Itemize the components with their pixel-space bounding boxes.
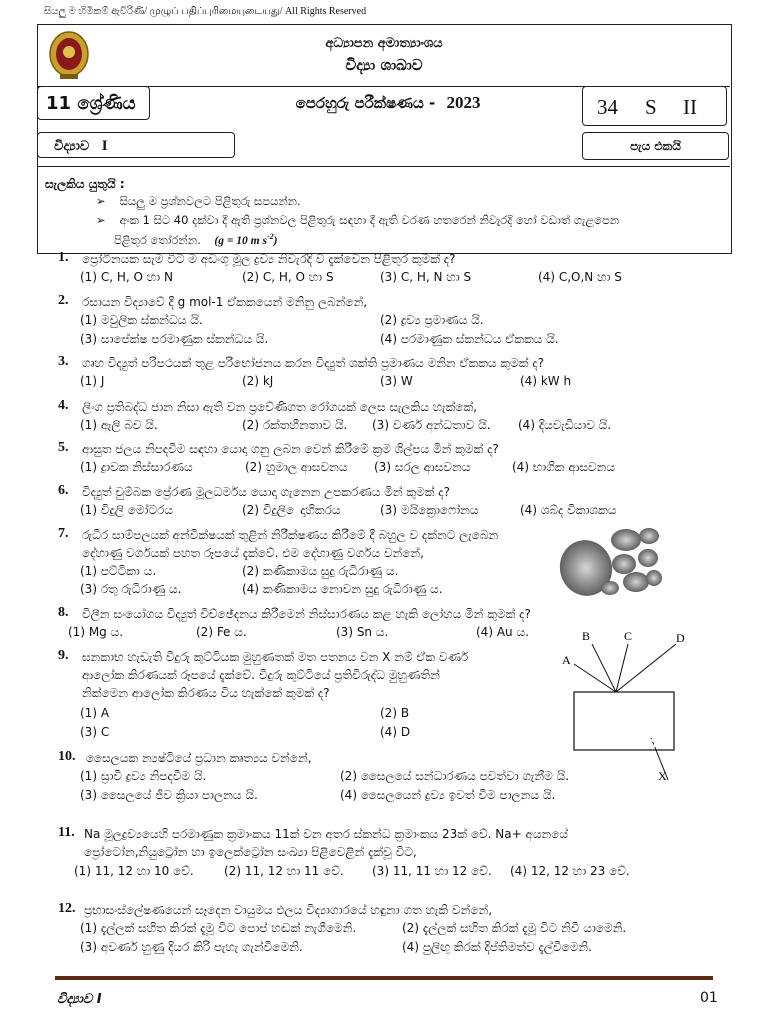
q5-opt3[interactable]: (3) සරල ආසවනය [374, 460, 471, 474]
grade-box: 11 ශ්‍රේණිය [37, 86, 150, 120]
g-formula [214, 232, 278, 247]
q11-text-2: ප්‍රෝටෝන,නියුට්‍රෝන හා ඉලෙක්ට්‍රෝන සංඛ්‍යා පිළිවෙළින් දැක්වූ විට, [84, 845, 417, 859]
q1-opt4[interactable]: (4) C,O,N හා S [538, 270, 622, 284]
q9-opt1[interactable]: (1) A [80, 706, 110, 720]
exam-title [268, 90, 508, 116]
q12-opt4[interactable]: (4) පුලිඟු කිරක් දිප්තිමත්ව දැල්වීමෙනි. [402, 940, 592, 954]
code-part: II [683, 95, 697, 119]
q2-text: රසායන විද්‍යාවේ දී g mol-1 ඒකකයෙන් මනිනු ලබන්නේ, [82, 295, 368, 309]
q9-text-2: ආලෝක කිරණයක් රූපයේ දැක්වේ. වීදුරු කුට්ටියේ ප්‍රතිවිරුද්ධ මුහුණතින් [82, 668, 440, 682]
q9-opt4[interactable]: (4) D [380, 725, 411, 739]
q10-opt1[interactable]: (1) ස්‍රාවී ද්‍රව්‍ය නිපදවීම යි. [80, 769, 207, 783]
q3-number: 3. [58, 354, 69, 369]
q7-text: රුධිර සාම්පලයක් අන්වීක්ෂයක් තුළින් නිරීක්ෂණය කිරීමේ දී බහුල ව දක්නට ලැබෙන [82, 528, 499, 542]
red-blood-cells-image [556, 516, 666, 600]
q12-opt1[interactable]: (1) දැල්ලක් සහිත කිරක් දැමූ විට පොප් හඬක් නැගීමෙනි. [80, 921, 357, 935]
q8-opt3[interactable]: (3) Sn ය. [336, 625, 389, 639]
g-formula-sup: -2 [266, 232, 274, 241]
footer-subject: විද්‍යාව I [57, 992, 102, 1007]
instruction-2 [96, 213, 716, 228]
rights-line: සියලු ම හිමිකම් ඇවිරිණි/ முழுப் பதிப்புரிமையுடையது/ All Rights Reserved [44, 6, 367, 17]
q9-text: ඝනකාභ හැඩැති වීදුරු කුට්ටියක මුහුණතක් මත පතනය වන X නම් ඒක වර්ණ [82, 650, 469, 664]
ministry-name: අධ්‍යාපන අමාත්‍යාංශය [325, 36, 443, 51]
q10-opt2[interactable]: (2) සෛලයේ සන්ධාරණය පවත්වා ගැනීම යි. [340, 769, 570, 783]
q6-opt1[interactable]: (1) විදුලි මෝටරය [80, 503, 173, 517]
arrow-icon: ➢ [96, 213, 106, 227]
instruction-1-text: සියලු ම ප්‍රශ්නවලට පිළිතුරු සපයන්න. [119, 194, 301, 208]
q1-opt2[interactable]: (2) C, H, O හා S [242, 270, 334, 284]
q1-text: ප්‍රෝටීනයක සැම විට ම අඩංගු මූල ද්‍රව්‍ය නිවැරදි ව දැක්වෙන පිළිතුර කුමක් ද? [82, 252, 456, 266]
q4-opt3[interactable]: (3) වර්ණ අන්ධතාව යි. [372, 418, 491, 432]
footer-rule [55, 976, 713, 980]
arrow-icon: ➢ [96, 194, 106, 208]
q8-text: විලීන සංයෝගය විද්‍යුත් විච්ඡේදනය කිරීමෙන් නිස්සාරණය කළ හැකි ලෝහය මින් කුමක් ද? [82, 607, 531, 621]
q2-opt3[interactable]: (3) සාපේක්ෂ පරමාණුක ස්කන්ධය යි. [80, 332, 269, 346]
subject-name: විද්‍යාව [54, 139, 90, 154]
q11-opt1[interactable]: (1) 11, 12 හා 10 වේ. [74, 864, 194, 878]
q11-text: Na මූලද්‍රව්‍යයෙහි පරමාණුක ක්‍රමාංකය 11ක් වන අතර ස්කන්ධ ක්‍රමාංකය 23ක් වේ. Na+ අයනයේ [84, 827, 569, 841]
instruction-1 [96, 194, 301, 209]
label-c: C [624, 629, 633, 643]
page-number: 01 [700, 990, 718, 1006]
q12-opt2[interactable]: (2) දැල්ලක් සහිත කිරක් දැමූ විට නිවී යාමෙනි. [402, 921, 627, 935]
q7-opt3[interactable]: (3) රතු රුධිරාණු ය. [80, 582, 182, 596]
q10-text: සෛලයක න්‍යෂ්ටියේ ප්‍රධාන කෘත්‍යය වන්නේ, [86, 751, 312, 765]
q6-opt4[interactable]: (4) ශබ්ද විකාශකය [520, 503, 617, 517]
q3-opt1[interactable]: (1) J [80, 374, 105, 388]
exam-year: 2023 [446, 93, 481, 112]
q9-opt3[interactable]: (3) C [80, 725, 110, 739]
q10-number: 10. [58, 749, 76, 764]
branch-name: විද්‍යා ශාඛාව [345, 56, 423, 74]
label-x: X [658, 769, 667, 783]
q7-text-2: දේහාණු වර්ගයක් පහත රූපයේ දැක්වේ. එම දේහාණු වර්ගය වන්නේ, [82, 546, 424, 560]
q12-text: ප්‍රභාසංස්ලේෂණයෙන් සෑදෙන වායුමය ඵලය විද්‍යාගාරයේ හඳුනා ගත හැකි වන්නේ, [84, 903, 493, 917]
ray-a [574, 664, 616, 692]
q2-opt1[interactable]: (1) මවුලික ස්කන්ධය යි. [80, 313, 203, 327]
g-formula-text: (g = 10 m s [214, 234, 267, 247]
q11-opt4[interactable]: (4) 12, 12 හා 23 වේ. [510, 864, 630, 878]
q1-opt3[interactable]: (3) C, H, N හා S [380, 270, 472, 284]
q3-text: ගෘහ විද්‍යුත් පරිපථයක් තුළ පරිභෝජනය කරන විද්‍යුත් ශක්ති ප්‍රමාණය මනින ඒකකය කුමක් ද? [82, 356, 545, 370]
q10-opt3[interactable]: (3) සෛලයේ ජීව ක්‍රියා පාලනය යි. [80, 788, 258, 802]
subject-box [37, 132, 235, 158]
q1-number: 1. [58, 250, 69, 265]
q8-opt2[interactable]: (2) Fe ය. [196, 625, 247, 639]
q6-opt3[interactable]: (3) මයික්‍රොෆෝනය [380, 503, 479, 517]
g-formula-end: ) [273, 234, 278, 247]
exam-label: පෙරහුරු පරීක්ෂණය - [295, 94, 436, 112]
ray-d [616, 644, 676, 692]
q9-opt2[interactable]: (2) B [380, 706, 410, 720]
q9-text-3: නික්මෙන ආලෝක කිරණය විය හැක්කේ කුමක් ද? [82, 686, 330, 700]
q1-opt1[interactable]: (1) C, H, O හා N [80, 270, 173, 284]
q11-opt2[interactable]: (2) 11, 12 හා 11 වේ. [224, 864, 344, 878]
q3-opt4[interactable]: (4) kW h [520, 374, 572, 388]
q5-text: ආසුත ජලය නිපදවීම සඳහා යොදා ගනු ලබන වෙන් කිරීමේ ක්‍රම ශිල්පය මින් කුමක් ද? [82, 442, 499, 456]
q7-opt4[interactable]: (4) කණිකාමය නොවන සුදු රුධිරාණු ය. [242, 582, 443, 596]
label-b: B [582, 629, 591, 643]
q7-number: 7. [58, 526, 69, 541]
q2-opt4[interactable]: (4) පරමාණුක ස්කන්ධය ඒකකය යි. [380, 332, 559, 346]
q4-text: ලිංග ප්‍රතිබද්ධ ජාන නිසා ඇති වන ප්‍රවේණිගත රෝගයක් ලෙස සැලකිය හැක්කේ, [82, 400, 478, 414]
q3-opt3[interactable]: (3) W [380, 374, 413, 388]
q8-opt4[interactable]: (4) Au ය. [476, 625, 529, 639]
label-d: D [676, 631, 685, 645]
instruction-2-text: අංක 1 සිට 40 දක්වා දී ඇති ප්‍රශ්නවල පිළිතුරු සඳහා දී ඇති වරණ හතරෙන් නිවැරදි හෝ වඩාත් ගැළපෙන [119, 213, 620, 227]
q6-number: 6. [58, 483, 69, 498]
q10-opt4[interactable]: (4) සෛලයෙන් ද්‍රව්‍ය ඉවත් වීම පාලනය යි. [340, 788, 556, 802]
q8-number: 8. [58, 605, 69, 620]
label-a: A [562, 653, 571, 667]
subject-part: I [101, 138, 108, 154]
instruction-3 [114, 232, 277, 248]
q3-opt2[interactable]: (2) kJ [242, 374, 274, 388]
code-s: S [645, 95, 657, 119]
paper-code-box [582, 86, 727, 126]
q5-opt4[interactable]: (4) භාගික ආසවනය [512, 460, 616, 474]
q2-number: 2. [58, 293, 69, 308]
q11-number: 11. [58, 825, 75, 840]
q7-opt1[interactable]: (1) පට්ටිකා ය. [80, 564, 157, 578]
time-box: පැය එකයි [582, 132, 729, 160]
ray-b [592, 644, 616, 692]
q4-opt4[interactable]: (4) දියවැඩියාව යි. [518, 418, 612, 432]
q9-number: 9. [58, 648, 69, 663]
instructions-title: සැලකිය යුතුයි : [45, 177, 125, 191]
instruction-3-text: පිළිතුර තෝරන්න. [114, 232, 201, 247]
q4-opt1[interactable]: (1) ඇලි බව යි. [80, 418, 158, 432]
q8-opt1[interactable]: (1) Mg ය. [68, 625, 124, 639]
q5-opt2[interactable]: (2) හුමාල ආසවනය [245, 460, 348, 474]
q4-number: 4. [58, 398, 69, 413]
glass-block-diagram [556, 628, 706, 788]
q2-opt2[interactable]: (2) ද්‍රව්‍ය ප්‍රමාණය යි. [380, 313, 484, 327]
ray-c [616, 644, 628, 692]
code-number: 34 [597, 95, 618, 119]
q4-opt2[interactable]: (2) රක්තහීනතාව යි. [242, 418, 348, 432]
q5-opt1[interactable]: (1) ද්‍රාවක නිස්සාරණය [80, 460, 193, 474]
q5-number: 5. [58, 440, 69, 455]
q6-opt2[interactable]: (2) විදුලි ෙදාහිකරය [242, 503, 341, 517]
q12-number: 12. [58, 901, 76, 916]
q12-opt3[interactable]: (3) අවර්ණ හුණු දියර කිරි පැහැ ගැන්වීමෙනි. [80, 940, 303, 954]
q6-text: විද්‍යුත් චුම්බක ප්‍රේරණ මූලධර්මය යොදා ගැනෙන උපකරණය මින් කුමක් ද? [82, 485, 451, 499]
glass-block [574, 692, 674, 750]
q7-opt2[interactable]: (2) කණිකාමය සුදු රුධිරාණු ය. [242, 564, 399, 578]
q11-opt3[interactable]: (3) 11, 11 හා 12 වේ. [372, 864, 492, 878]
